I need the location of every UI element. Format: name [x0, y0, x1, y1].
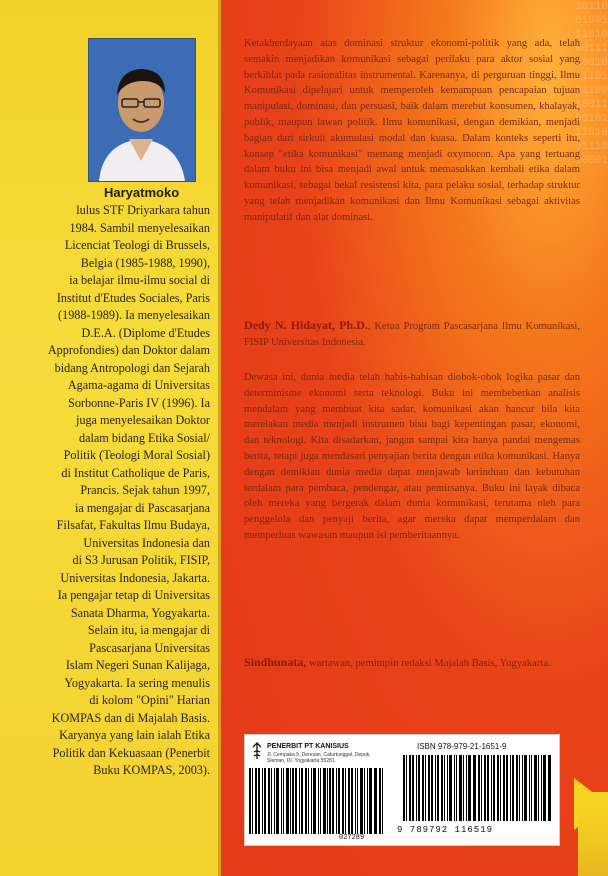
barcode-bar	[332, 768, 334, 834]
bio-line: Belgia (1985-1988, 1990),	[80, 255, 210, 270]
barcode-bar	[484, 755, 486, 821]
bio-line: 1984. Sambil menyelesaikan	[69, 220, 210, 235]
barcode-bar	[524, 755, 526, 821]
barcode-bar	[487, 755, 489, 821]
bio-line: Ia pengajar tetap di Universitas	[57, 588, 210, 602]
barcode-bar	[367, 768, 369, 834]
barcode-bar	[364, 768, 365, 834]
barcode-bar	[531, 755, 533, 821]
review-2-text: Dewasa ini, dunia media telah habis-habisan diobok-obok logika pasar dan determinisme ekonomi serta teknologi. Buku ini membeberkan analisis mendalam yang membuat kita sadar, komunikasi akan hancur bila kita merelakan media menjadi instrumen bisu bagi kepentingan pasar, ekonomi, dan teknologi. Kita disadarkan, jangan sampai kita hanya pandai mengemas berita, tetapi juga mendasari penyajian berita dengan etika komunikasi. Hanya dengan demikian dunia media dapat menjawab kerinduan dan kebutuhan terdalam para pembaca, pendengar, atau pemirsanya. Buku ini layak dibaca oleh mereka yang bergerak dalam dunia komunikasi, terutama oleh para penggelola dan penyaji berita, agar mereka dapat memperdalam dan memperluas wawasan maupun isi pemberitaannya.	[244, 372, 580, 541]
barcode-bar	[283, 768, 285, 834]
barcode-bar	[268, 768, 270, 834]
barcode-bar	[375, 768, 377, 834]
barcode-bar	[529, 755, 530, 821]
bio-line: Pascasarjana Universitas	[89, 640, 210, 655]
review-1-reviewer: Dedy N. Hidayat, Ph.D.	[244, 318, 368, 332]
barcode-bar	[281, 768, 282, 834]
review-1-text: Ketakberdayaan atas dominasi struktur ekonomi-politik yang ada, telah semakin menjadikan komunikasi sebagai perilaku para aktor sosial yang berkiblat pada rasionalitas instrumental. Karenanya, di perguruan tinggi, Ilmu Komunikasi dipelajari untuk memperoleh kemampuan pencapaian tujuan manipulasi, dominasi, dan persuasi, baik dalam merebut konsumen, khalayak, publik, maupun lawan politik. Ilmu komunikasi, dengan demikian, menjadi bagian dari sirkuit akumulasi modal dan kuasa. Dalam konteks seperti itu, konsep "etika komunikasi" memang menjadi oxymoron. Apa yang tertuang dalam buku ini bisa menjadi awal untuk memasukkan kembali etika dalam komunikasi, sebagai bekal resistensi kita, para pelaku sosial, terhadap struktur yang telah menjadikan komunikasi dan Ilmu Komunikasi sebagai aktivitas manipulatif dan alat dominasi.	[244, 38, 580, 223]
bio-line: dalam bidang Etika Sosial/	[79, 430, 210, 445]
barcode-bar	[311, 768, 313, 834]
bio-line: Universitas Indonesia dan	[83, 535, 210, 550]
barcode-bar	[463, 755, 464, 821]
bio-line: Sorbonne-Paris IV (1996). Ia	[68, 395, 210, 410]
barcode-bar	[318, 768, 319, 834]
barcode-bar	[379, 768, 381, 834]
barcode-isbn-digits: 9 789792 116519	[397, 825, 494, 835]
barcode-bar	[342, 768, 344, 834]
bio-line: Institut d'Etudes Sociales, Paris	[56, 290, 210, 305]
barcode-bar	[422, 755, 424, 821]
barcode-bar	[454, 755, 455, 821]
bio-line: Yogyakarta. Ia sering menulis	[64, 675, 210, 690]
bio-line: Islam Negeri Sunan Kalijaga,	[65, 658, 210, 672]
barcode-bar	[493, 755, 495, 821]
barcode-bar	[338, 768, 340, 834]
bio-line: bidang Antropologi dan Sejarah	[54, 360, 210, 375]
barcode-bar	[262, 768, 263, 834]
barcode-bar	[497, 755, 499, 821]
barcode-bar	[456, 755, 458, 821]
barcode-bar	[548, 755, 549, 821]
barcode-bar	[541, 755, 543, 821]
review-2-role: wartawan, pemimpin redaksi Majalah Basis, Yogyakarta.	[306, 658, 551, 669]
barcode-bar	[437, 755, 439, 821]
barcode-bar	[295, 768, 297, 834]
barcode-bar	[374, 768, 375, 834]
barcode-bar	[301, 768, 303, 834]
barcode-bar	[474, 755, 476, 821]
bio-line: Selain itu, ia mengajar di	[87, 623, 210, 637]
review-2-credit	[244, 655, 580, 672]
publisher-address: Jl. Cempaka 9, Deresan, Caturtunggal, Depok, Sleman, DI. Yogyakarta 55281	[267, 752, 371, 764]
bio-line: Approfondies) dan Doktor dalam	[47, 343, 210, 357]
barcode-bar	[447, 755, 449, 821]
barcode-bar	[449, 755, 451, 821]
bio-line: Karyanya yang lain ialah Etika	[59, 728, 210, 742]
barcode-bar	[258, 768, 260, 834]
bio-line: KOMPAS dan di Majalah Basis.	[51, 710, 210, 725]
bio-line: (1988-1989). Ia menyelesaikan	[58, 308, 210, 322]
bio-line: di kolom "Opini" Harian	[89, 693, 210, 707]
barcode-bar	[369, 768, 371, 834]
barcode-bar	[357, 768, 359, 834]
barcode-bar	[435, 755, 436, 821]
barcode-bar	[290, 768, 291, 834]
barcode-bar	[249, 768, 251, 834]
barcode-bar	[271, 768, 272, 834]
corner-decoration	[578, 812, 608, 876]
barcode-bar	[510, 755, 511, 821]
barcode-bar	[299, 768, 300, 834]
bio-line: ia belajar ilmu-ilmu social di	[69, 273, 210, 287]
barcode-bar	[543, 755, 545, 821]
barcode-bar	[406, 755, 407, 821]
author-bio	[10, 202, 210, 780]
barcode-isbn	[403, 755, 553, 821]
author-photo	[88, 38, 196, 182]
bio-line: ia mengajar di Pascasarjana	[74, 500, 210, 515]
bio-line: Licenciat Teologi di Brussels,	[64, 238, 210, 252]
barcode-bar	[418, 755, 420, 821]
barcode-box	[244, 734, 560, 846]
bio-line: lulus STF Driyarkara tahun	[76, 203, 210, 217]
barcode-bar	[313, 768, 315, 834]
barcode-bar	[500, 755, 501, 821]
bio-line: Politik (Teologi Moral Sosial)	[63, 448, 210, 462]
barcode-bar	[512, 755, 514, 821]
barcode-bar	[516, 755, 518, 821]
barcode-bar	[549, 755, 551, 821]
bio-line: Prancis. Sejak tahun 1997,	[80, 483, 210, 497]
barcode-bar	[416, 755, 417, 821]
barcode-bar	[412, 755, 414, 821]
bio-line: di S3 Jurusan Politik, FISIP,	[72, 553, 210, 567]
barcode-bar	[305, 768, 307, 834]
publisher-logo-icon	[251, 742, 263, 760]
barcode-bar	[441, 755, 443, 821]
barcode-bar	[538, 755, 539, 821]
barcode-bar	[428, 755, 430, 821]
barcode-bar	[336, 768, 337, 834]
bio-line: Agama-agama di Universitas	[67, 378, 210, 392]
barcode-bar	[481, 755, 482, 821]
barcode-bar	[360, 768, 362, 834]
barcode-bar	[382, 768, 383, 834]
barcode-bar	[534, 755, 536, 821]
barcode-bar	[320, 768, 322, 834]
barcode-bar	[431, 755, 433, 821]
barcode-bar	[329, 768, 331, 834]
barcode-bar	[255, 768, 257, 834]
barcode-bar	[345, 768, 346, 834]
barcode-bar	[323, 768, 325, 834]
barcode-bar	[276, 768, 278, 834]
barcode-1	[249, 768, 385, 834]
barcode-bar	[348, 768, 350, 834]
barcode-bar	[506, 755, 508, 821]
barcode-bar	[522, 755, 524, 821]
barcode-bar	[403, 755, 405, 821]
publisher-name: PENERBIT PT KANISIUS	[267, 743, 349, 750]
barcode-bar	[468, 755, 470, 821]
barcode-bar	[425, 755, 426, 821]
bio-line: Universitas Indonesia, Jakarta.	[60, 570, 210, 585]
barcode-bar	[466, 755, 468, 821]
bio-line: Sanata Dharma, Yogyakarta.	[70, 605, 210, 620]
barcode-bar	[478, 755, 480, 821]
barcode-bar	[355, 768, 356, 834]
barcode-bar	[519, 755, 520, 821]
barcode-bar	[503, 755, 505, 821]
author-name: Haryatmoko	[104, 185, 180, 200]
barcode-bar	[473, 755, 474, 821]
barcode-bar	[409, 755, 411, 821]
barcode-bar	[252, 768, 253, 834]
review-1	[244, 36, 580, 226]
bio-line: Buku KOMPAS, 2003).	[93, 763, 210, 777]
bio-line: juga menyelesaikan Doktor	[75, 413, 210, 427]
barcode-bar	[292, 768, 294, 834]
barcode-bar	[327, 768, 328, 834]
background-code-pattern: 10110 01001 11010 00111 10010 11101 01100 10011 00101 11010 01110 10001	[574, 1, 608, 167]
barcode-bar	[274, 768, 276, 834]
bio-line: di Institut Catholique de Paris,	[61, 465, 210, 480]
bio-line: Politik dan Kekuasaan (Penerbit	[52, 745, 210, 760]
barcode-1-number: 027289	[339, 834, 365, 842]
review-1-credit	[244, 318, 580, 351]
bio-line: Filsafat, Fakultas Ilmu Budaya,	[56, 518, 210, 532]
review-1-role: , Ketua Program Pascasarjana Ilmu Komunikasi, FISIP Universitas Indonesia.	[244, 321, 580, 348]
barcode-bar	[351, 768, 353, 834]
barcode-bar	[286, 768, 288, 834]
barcode-bar	[491, 755, 492, 821]
isbn-label: ISBN 978-979-21-1651-9	[417, 742, 507, 751]
barcode-bar	[444, 755, 445, 821]
review-2	[244, 370, 580, 544]
review-2-reviewer: Sindhunata,	[244, 655, 307, 669]
barcode-bar	[264, 768, 266, 834]
bio-line: D.E.A. (Diplome d'Etudes	[81, 325, 210, 340]
barcode-bar	[308, 768, 309, 834]
barcode-bar	[459, 755, 461, 821]
